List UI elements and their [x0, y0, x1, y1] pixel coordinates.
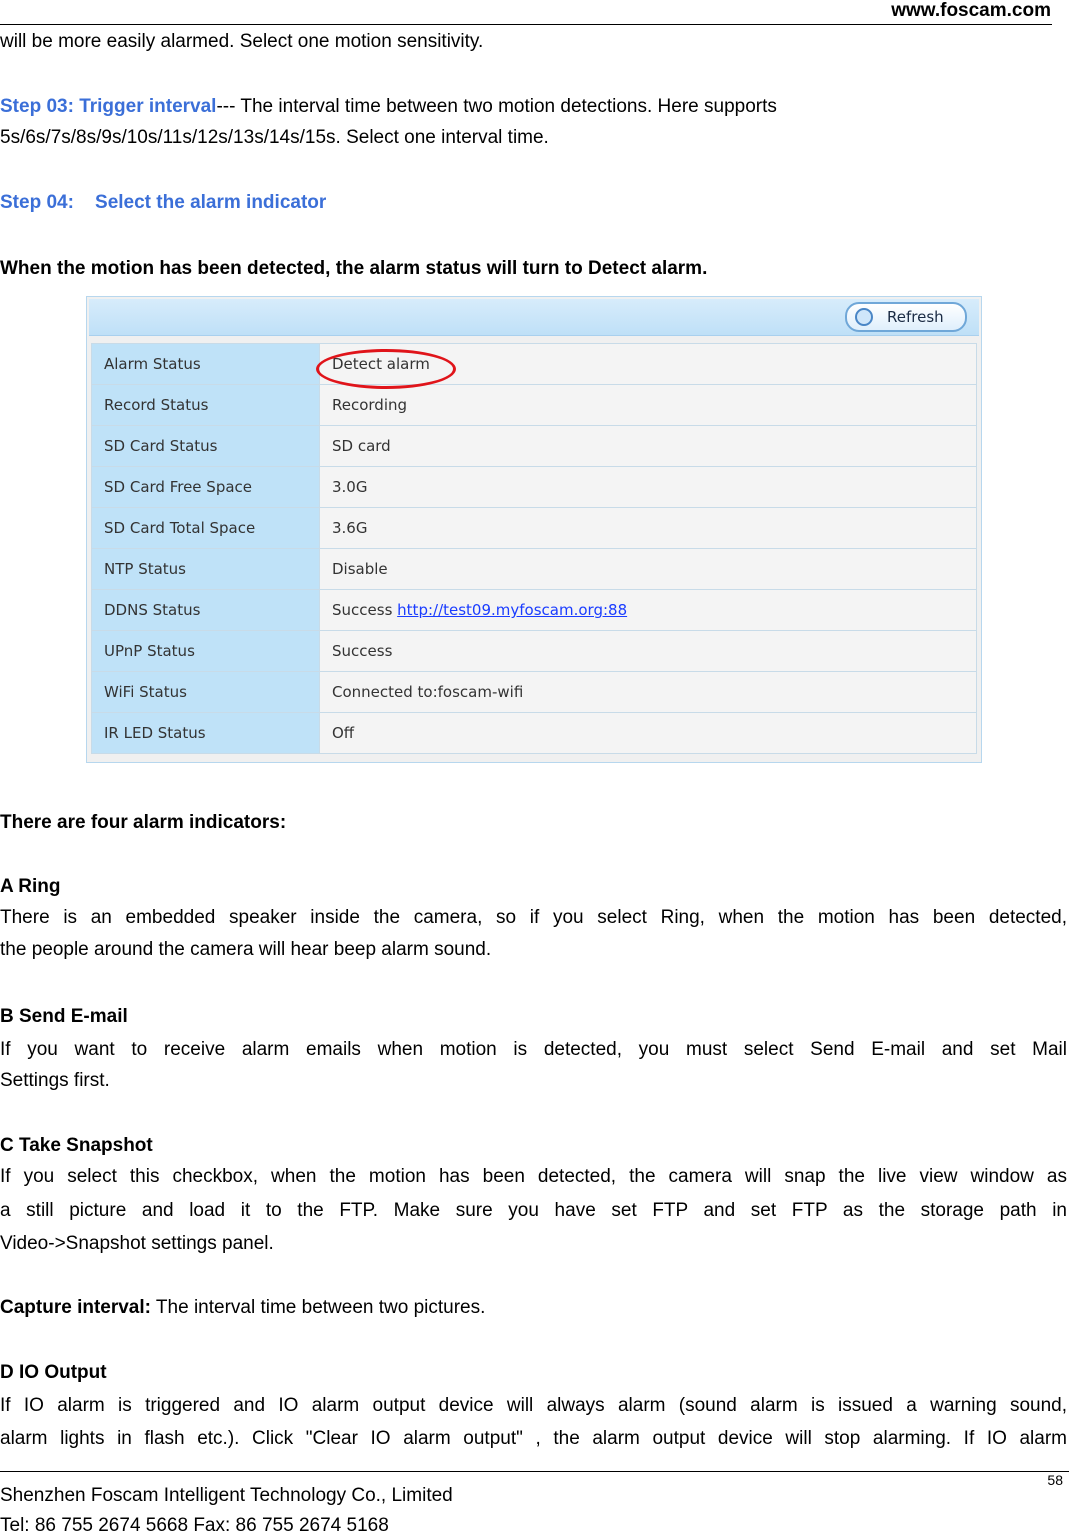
ddns-link[interactable]: http://test09.myfoscam.org:88 — [397, 601, 628, 619]
intro-tail: will be more easily alarmed. Select one motion sensitivity. — [0, 31, 484, 52]
row-label: SD Card Free Space — [92, 467, 320, 508]
io-line2: alarm lights in flash etc.). Click "Clear IO alarm output" , the alarm output device will stop alarming. If IO alarm — [0, 1428, 1067, 1449]
capture-label: Capture interval: — [0, 1297, 151, 1318]
table-row — [92, 713, 977, 754]
row-value: Disable — [320, 549, 977, 590]
snapshot-line3: Video->Snapshot settings panel. — [0, 1233, 274, 1254]
refresh-button[interactable] — [845, 302, 967, 332]
snapshot-title: C Take Snapshot — [0, 1135, 153, 1156]
row-value: Recording — [320, 385, 977, 426]
step03-line1 — [0, 93, 777, 121]
status-table — [91, 343, 977, 754]
email-line1: If you want to receive alarm emails when motion is detected, you must select Send E-mail and set Mail — [0, 1039, 1067, 1060]
row-value: Detect alarm — [320, 344, 977, 385]
table-row — [92, 467, 977, 508]
snapshot-line2: a still picture and load it to the FTP. Make sure you have set FTP and set FTP as the storage path in — [0, 1200, 1067, 1221]
row-value: Connected to:foscam-wifi — [320, 672, 977, 713]
capture-text: The interval time between two pictures. — [150, 1297, 486, 1318]
table-row — [92, 426, 977, 467]
table-row — [92, 590, 977, 631]
highlight-circle — [316, 349, 456, 389]
step04-heading: Step 04: Select the alarm indicator — [0, 192, 327, 213]
row-label: UPnP Status — [92, 631, 320, 672]
refresh-label: Refresh — [887, 308, 944, 326]
row-value: SD card — [320, 426, 977, 467]
ring-title: A Ring — [0, 876, 61, 897]
row-label: NTP Status — [92, 549, 320, 590]
refresh-icon — [855, 308, 873, 326]
table-row — [92, 549, 977, 590]
step03-label: Step 03: Trigger interval — [0, 96, 217, 117]
ring-line1: There is an embedded speaker inside the camera, so if you select Ring, when the motion has been detected, — [0, 907, 1067, 928]
page-number: 58 — [1047, 1472, 1063, 1488]
table-row — [92, 672, 977, 713]
header-site-url: www.foscam.com — [891, 0, 1051, 21]
io-title: D IO Output — [0, 1362, 107, 1383]
footer-company: Shenzhen Foscam Intelligent Technology Co., Limited — [0, 1485, 453, 1506]
table-row — [92, 344, 977, 385]
footer-contact: Tel: 86 755 2674 5668 Fax: 86 755 2674 5168 — [0, 1515, 389, 1536]
row-label: Record Status — [92, 385, 320, 426]
snapshot-line1: If you select this checkbox, when the motion has been detected, the camera will snap the live view window as — [0, 1166, 1067, 1187]
table-row — [92, 508, 977, 549]
email-title: B Send E-mail — [0, 1006, 128, 1027]
row-label: Alarm Status — [92, 344, 320, 385]
row-value: 3.0G — [320, 467, 977, 508]
ring-line2: the people around the camera will hear beep alarm sound. — [0, 939, 492, 960]
io-line1: If IO alarm is triggered and IO alarm output device will always alarm (sound alarm is issued a warning sound, — [0, 1395, 1067, 1416]
row-value-ddns — [320, 590, 977, 631]
motion-note: When the motion has been detected, the alarm status will turn to Detect alarm. — [0, 258, 708, 279]
screenshot-toolbar — [89, 299, 979, 336]
row-value: Off — [320, 713, 977, 754]
step03-text-b: 5s/6s/7s/8s/9s/10s/11s/12s/13s/14s/15s. Select one interval time. — [0, 127, 549, 148]
row-label: IR LED Status — [92, 713, 320, 754]
step03-text-a: --- The interval time between two motion detections. Here supports — [216, 96, 777, 117]
capture-line — [0, 1294, 485, 1322]
email-line2: Settings first. — [0, 1070, 110, 1091]
row-value: Success — [320, 631, 977, 672]
row-label: SD Card Total Space — [92, 508, 320, 549]
row-value: 3.6G — [320, 508, 977, 549]
indicators-heading: There are four alarm indicators: — [0, 812, 287, 833]
footer-rule — [0, 1471, 1069, 1472]
row-label: DDNS Status — [92, 590, 320, 631]
ddns-status-text: Success — [332, 601, 393, 619]
status-screenshot — [86, 296, 982, 763]
table-row — [92, 385, 977, 426]
row-label: WiFi Status — [92, 672, 320, 713]
row-label: SD Card Status — [92, 426, 320, 467]
header-rule — [0, 24, 1052, 25]
table-row — [92, 631, 977, 672]
